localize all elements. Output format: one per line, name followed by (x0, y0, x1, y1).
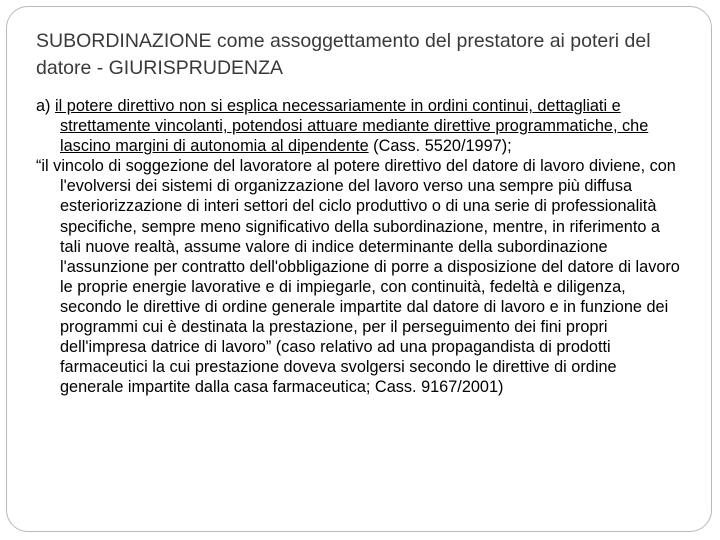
paragraph-a-prefix: a) (36, 97, 56, 115)
slide-body (36, 96, 684, 397)
paragraph-a-underlined-text: il potere direttivo non si esplica necessariamente in ordini continui, dettagliati e strettamente vincolanti, potendosi attuare mediante direttive programmatiche, che lascino margini di autonomia al dipendente (55, 97, 649, 156)
paragraph-a-citation: (Cass. 5520/1997); (368, 137, 512, 156)
paragraph-b: “il vincolo di soggezione del lavoratore al potere direttivo del datore di lavoro diviene, con l'evolversi dei sistemi di organizzazione del lavoro verso una sempre più diffusa esteriorizzazione di interi settori del ciclo produttivo o di una serie di professionalità specifiche, sempre meno significativo della subordinazione, mentre, in riferimento a tali nuove realtà, assume valore di indice determinante della subordinazione l'assunzione per contratto dell'obbligazione di porre a disposizione del datore di lavoro le proprie energie lavorative e di impiegarle, con continuità, fedeltà e diligenza, secondo le direttive di ordine generale impartite dal datore di lavoro e in funzione dei programmi cui è destinata la prestazione, per il perseguimento dei fini propri dell'impresa datrice di lavoro” (caso relativo ad una propagandista di prodotti farmaceutici la cui prestazione doveva svolgersi secondo le direttive di ordine generale impartite dalla casa farmaceutica; Cass. 9167/2001) (36, 157, 680, 397)
paragraph-a (36, 96, 684, 156)
slide-title: SUBORDINAZIONE come assoggettamento del prestatore ai poteri del datore - GIURISPRUDENZA (36, 30, 651, 79)
